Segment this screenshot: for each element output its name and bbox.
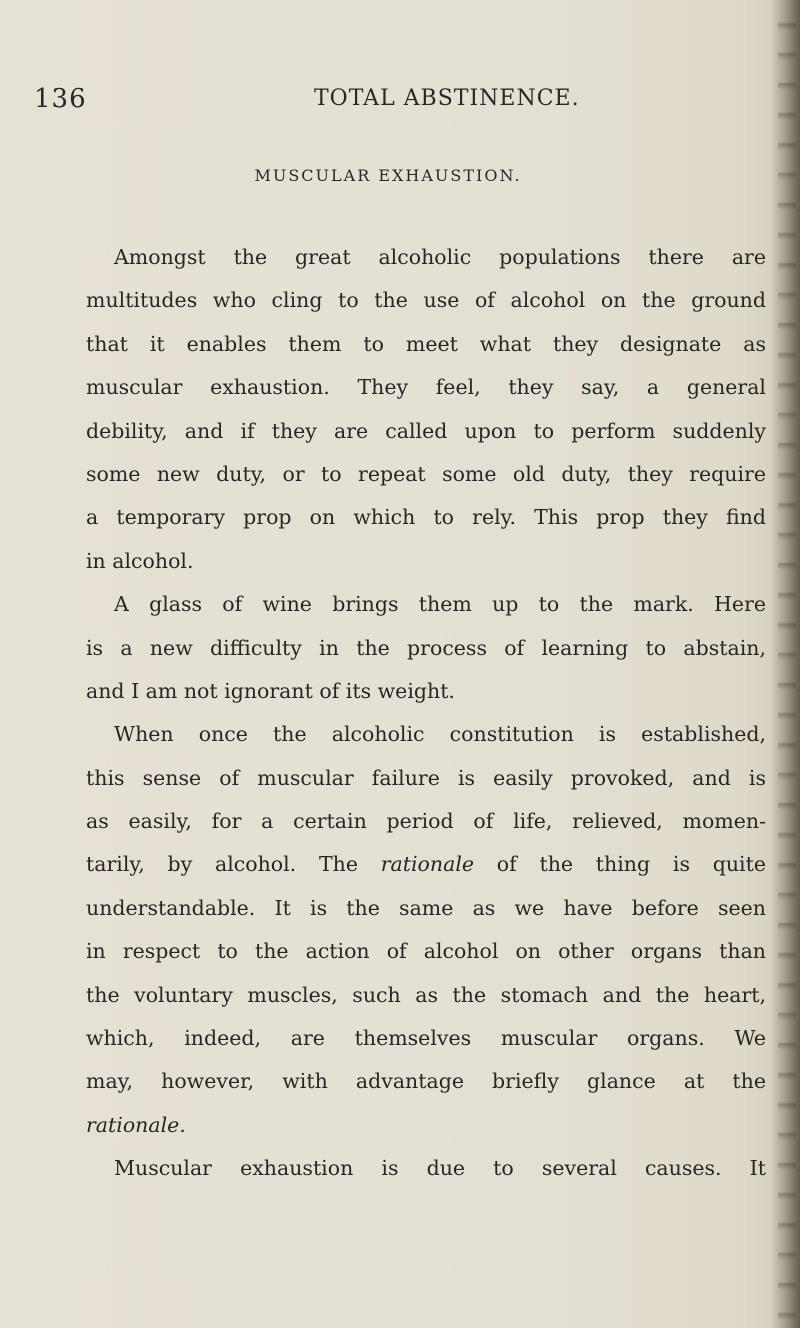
text-line: some new duty, or to repeat some old duty, they require (86, 461, 766, 486)
text-line: which, indeed, are themselves muscular organs. We (86, 1026, 766, 1051)
page-number: 136 (34, 84, 87, 114)
text-line: in respect to the action of alcohol on other organs than (86, 939, 766, 964)
text-line: this sense of muscular failure is easily provoked, and is (86, 765, 766, 790)
section-heading-text: MUSCULAR EXHAUSTION. (254, 166, 522, 185)
text-run: . (179, 1112, 186, 1137)
text-line: Muscular exhaustion is due to several causes. It (114, 1156, 766, 1181)
text-line (86, 843, 766, 886)
running-title: TOTAL ABSTINENCE. (314, 86, 580, 111)
text-line (86, 1104, 766, 1147)
text-line: multitudes who cling to the use of alcohol on the ground (86, 288, 766, 313)
text-line: muscular exhaustion. They feel, they say, a general (86, 375, 766, 400)
body-text (86, 236, 766, 1191)
text-line: in alcohol. (86, 548, 194, 573)
text-line: as easily, for a certain period of life, relieved, momen- (86, 809, 766, 834)
text-line: understandable. It is the same as we have before seen (86, 895, 766, 920)
text-line: the voluntary muscles, such as the stomach and the heart, (86, 982, 766, 1007)
text-line: that it enables them to meet what they designate as (86, 331, 766, 356)
section-heading (0, 166, 800, 185)
text-line: and I am not ignorant of its weight. (86, 678, 455, 703)
text-run: of the thing is quite (474, 852, 766, 877)
text-line: Amongst the great alcoholic populations there are (114, 245, 766, 269)
text-line: may, however, with advantage briefly glance at the (86, 1069, 766, 1094)
running-head (34, 84, 774, 118)
text-line: a temporary prop on which to rely. This prop they find (86, 505, 766, 530)
text-line: A glass of wine brings them up to the mark. Here (114, 592, 766, 617)
italic-term: rationale (86, 1112, 180, 1137)
italic-term: rationale (380, 852, 475, 877)
text-run: tarily, by alcohol. The (86, 852, 381, 877)
text-line: is a new difficulty in the process of learning to abstain, (86, 635, 766, 660)
binding-edge (778, 0, 796, 1328)
text-line: debility, and if they are called upon to perform suddenly (86, 418, 766, 443)
text-line: When once the alcoholic constitution is established, (114, 722, 766, 747)
